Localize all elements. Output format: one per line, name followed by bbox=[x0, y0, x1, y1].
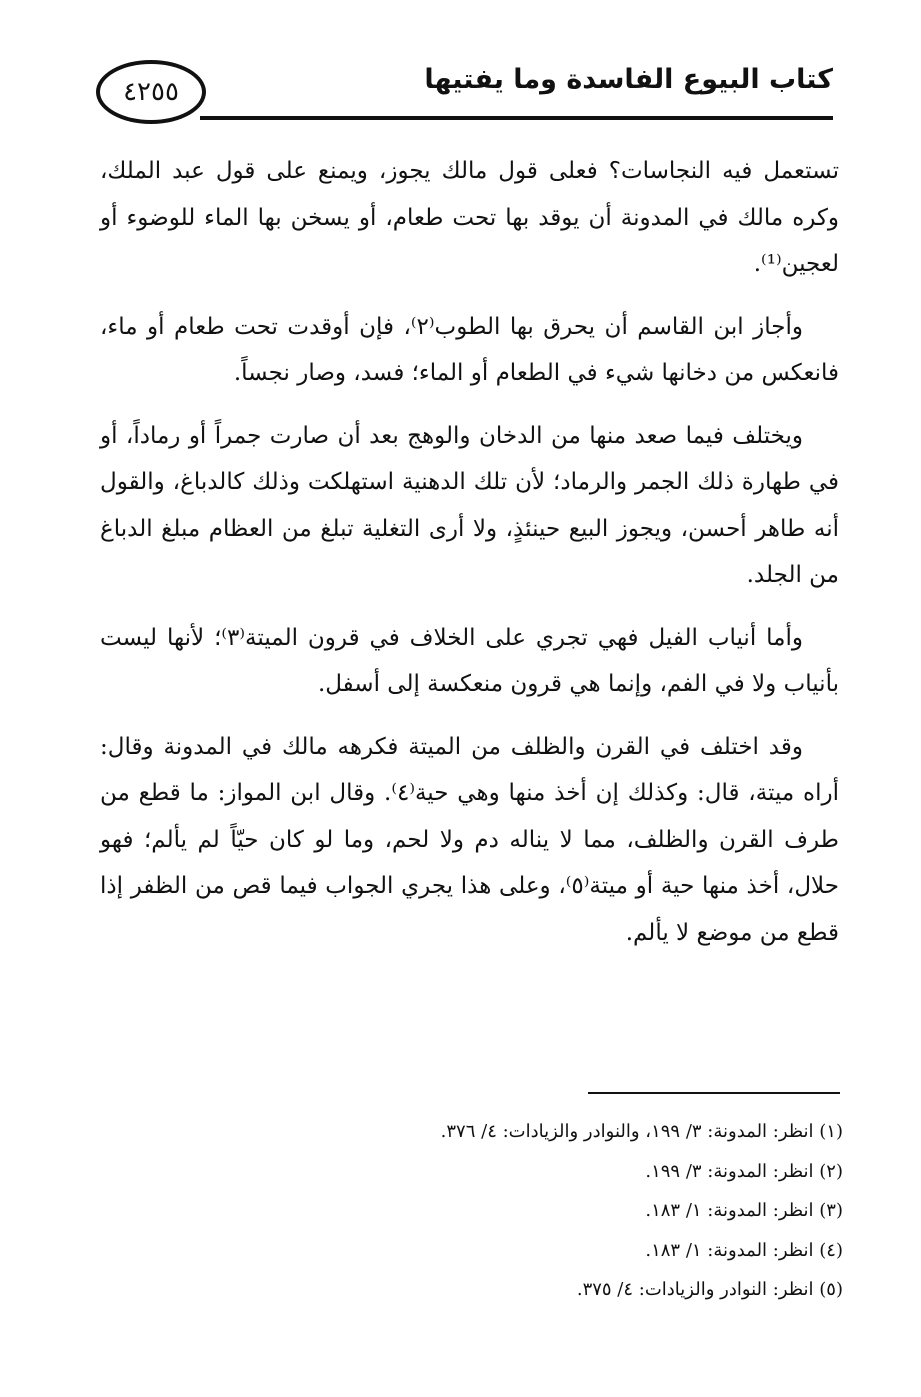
footnote: (٢) انظر: المدونة: ٣/ ١٩٩. bbox=[645, 1160, 843, 1182]
page-number: ٤٢٥٥ bbox=[96, 60, 206, 124]
paragraph: وأما أنياب الفيل فهي تجري على الخلاف في قرون الميتة⁽٣⁾؛ لأنها ليست بأنياب ولا في الفم، وإنما هي قرون منعكسة إلى أسفل. bbox=[100, 624, 839, 697]
paragraph: ويختلف فيما صعد منها من الدخان والوهج بعد أن صارت جمراً أو رماداً، أو في طهارة ذلك الجمر والرماد؛ لأن تلك الدهنية استهلكت وذلك كالدباغ، والقول أنه طاهر أحسن، ويجوز البيع حينئذٍ، ولا أرى التغلية تبلغ من العظام مبلغ الدباغ من الجلد. bbox=[100, 422, 839, 588]
page-header bbox=[0, 0, 921, 140]
footnote: (٥) انظر: النوادر والزيادات: ٤/ ٣٧٥. bbox=[576, 1279, 843, 1300]
body-text bbox=[100, 148, 839, 972]
footnote-divider bbox=[588, 1092, 840, 1094]
header-divider bbox=[200, 116, 833, 120]
paragraph: وقد اختلف في القرن والظلف من الميتة فكرهه مالك في المدونة وقال: أراه ميتة، قال: وكذلك إن أخذ منها وهي حية⁽٤⁾. وقال ابن المواز: ما قطع من طرف القرن والظلف، مما لا يناله دم ولا لحم، وما لو كان حيّاً لم يألم؛ فهو حلال، أخذ منها حية أو ميتة⁽٥⁾، وعلى هذا يجري الجواب فيما قص من الظفر إذا قطع من موضع لا يألم. bbox=[100, 733, 839, 946]
footnote: (١) انظر: المدونة: ٣/ ١٩٩، والنوادر والزيادات: ٤/ ٣٧٦. bbox=[440, 1121, 843, 1142]
paragraph: وأجاز ابن القاسم أن يحرق بها الطوب⁽٢⁾، فإن أوقدت تحت طعام أو ماء، فانعكس من دخانها شيء في الطعام أو الماء؛ فسد، وصار نجساً. bbox=[100, 313, 839, 386]
footnote: (٤) انظر: المدونة: ١/ ١٨٣. bbox=[645, 1239, 843, 1261]
footnotes bbox=[100, 1112, 843, 1310]
footnote: (٣) انظر: المدونة: ١/ ١٨٣. bbox=[645, 1200, 843, 1221]
paragraph: تستعمل فيه النجاسات؟ فعلى قول مالك يجوز، ويمنع على قول عبد الملك، وكره مالك في المدونة أن يوقد بها تحت طعام، أو يسخن بها الماء للوضوء أو لعجين⁽¹⁾. bbox=[100, 158, 839, 277]
running-title: كتاب البيوع الفاسدة وما يفتيها bbox=[424, 64, 833, 95]
